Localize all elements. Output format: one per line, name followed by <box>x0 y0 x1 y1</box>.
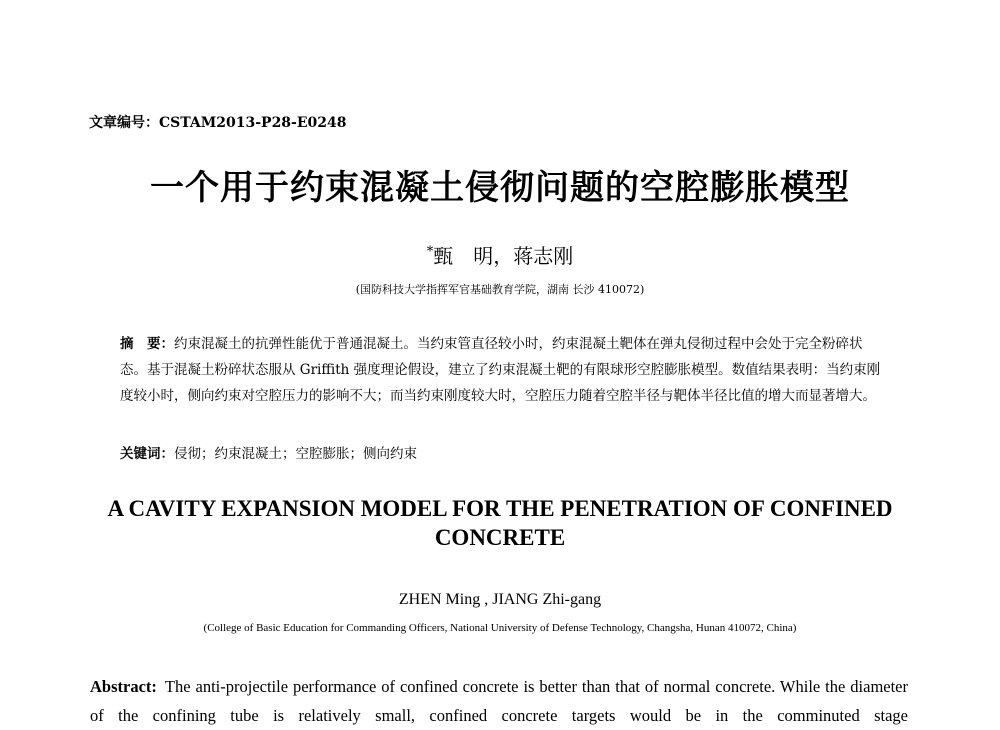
english-abstract <box>90 672 908 730</box>
chinese-author-names: 甄 明，蒋志刚 <box>433 244 574 268</box>
chinese-abstract-label: 摘 要： <box>120 336 174 352</box>
corresponding-author-marker: * <box>426 244 434 260</box>
article-number: 文章编号：CSTAM2013-P28-E0248 <box>89 115 347 131</box>
english-abstract-text: The anti-projectile performance of confined concrete is better than that of normal concrete. While the diameter of the confining tube is relatively small, confined concrete targets would be in the comminuted stage <box>90 677 908 725</box>
chinese-abstract <box>120 331 882 409</box>
chinese-keywords <box>120 442 882 462</box>
chinese-keywords-label: 关键词： <box>120 446 174 462</box>
chinese-abstract-text: 约束混凝土的抗弹性能优于普通混凝土。当约束管直径较小时，约束混凝土靶体在弹丸侵彻过程中会处于完全粉碎状态。基于混凝土粉碎状态服从 Griffith 强度理论假设，建立了约束混凝土靶的有限球形空腔膨胀模型。数值结果表明：当约束刚度较小时，侧向约束对空腔压力的影响不大；而当约束刚度较大时，空腔压力随着空腔半径与靶体半径比值的增大而显著增大。 <box>120 336 881 404</box>
english-affiliation: (College of Basic Education for Commanding Officers, National University of Defense Technology, Changsha, Hunan 410072, China) <box>203 622 797 634</box>
english-authors: ZHEN Ming , JIANG Zhi-gang <box>398 591 602 608</box>
chinese-affiliation: (国防科技大学指挥军官基础教育学院，湖南 长沙 410072) <box>355 283 645 296</box>
chinese-title: 一个用于约束混凝土侵彻问题的空腔膨胀模型 <box>150 168 850 208</box>
english-title: A CAVITY EXPANSION MODEL FOR THE PENETRATION OF CONFINED CONCRETE <box>107 496 893 550</box>
english-abstract-label: Abstract: <box>90 677 157 696</box>
chinese-authors <box>0 240 1000 269</box>
chinese-keywords-text: 侵彻；约束混凝土；空腔膨胀；侧向约束 <box>174 446 417 462</box>
